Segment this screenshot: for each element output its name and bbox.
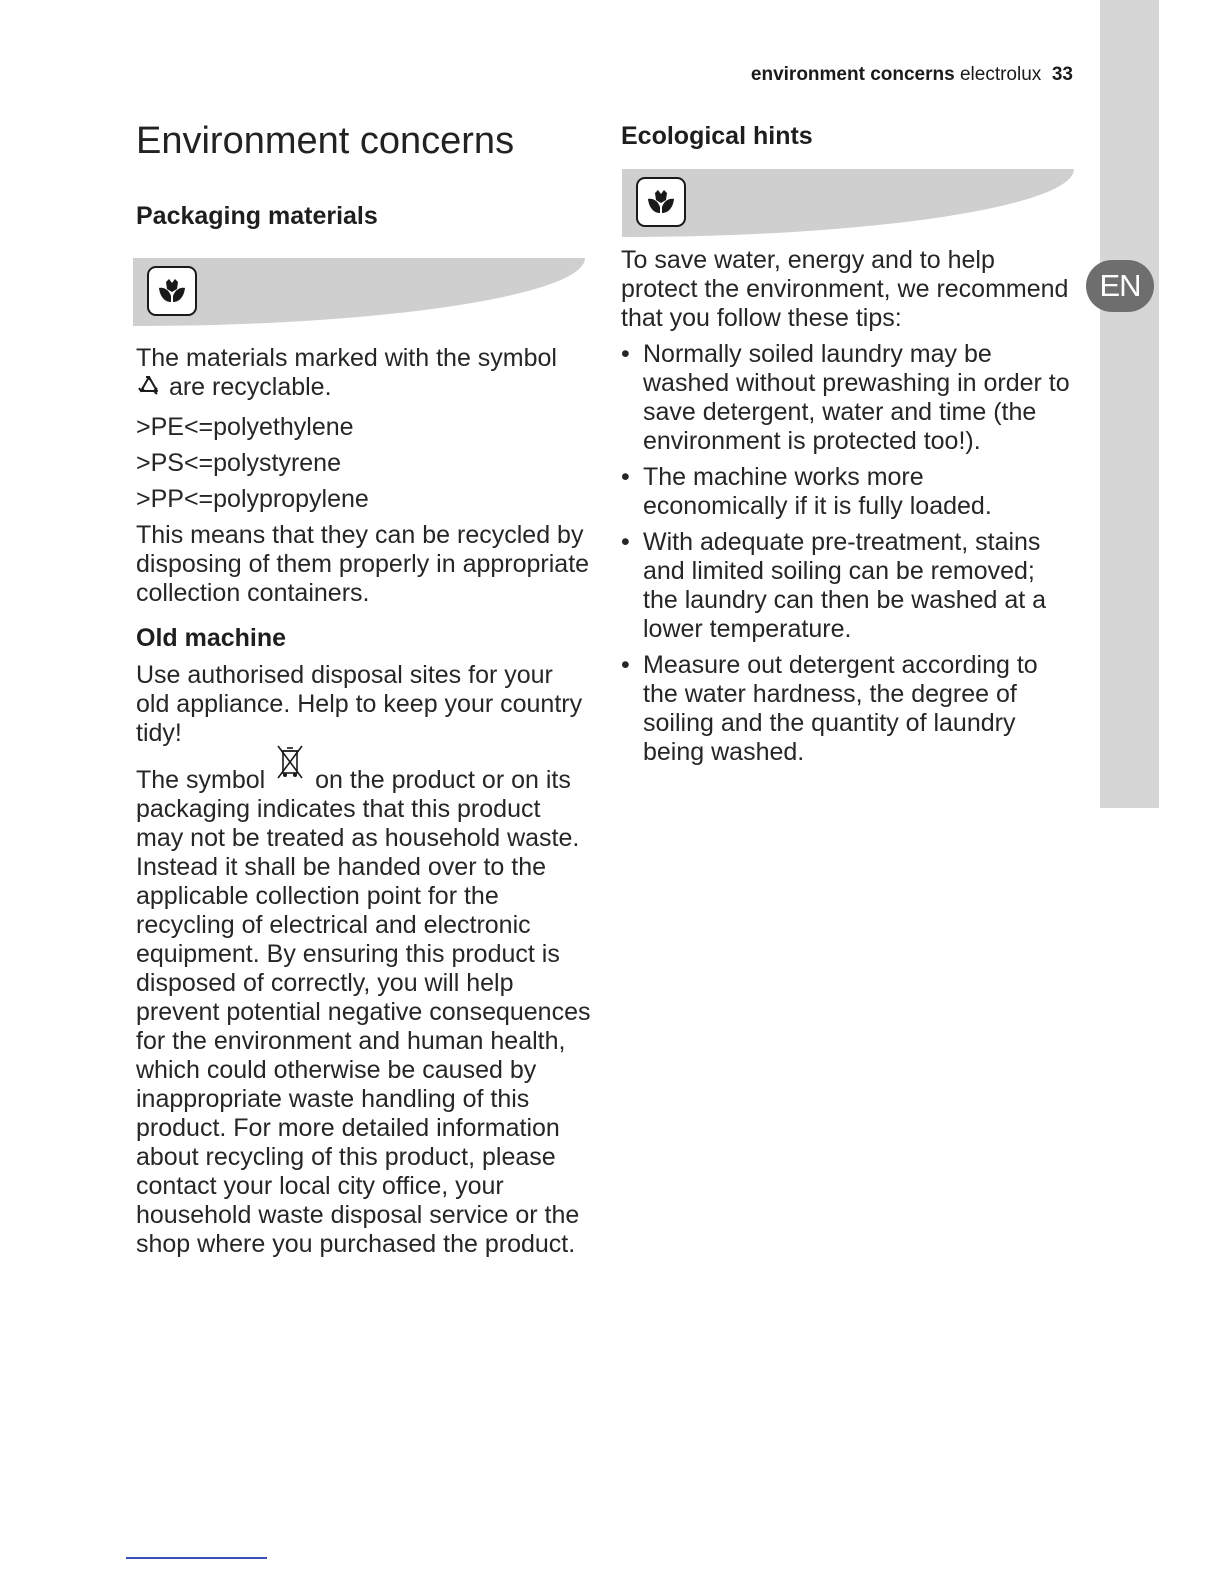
code-pe: >PE<=polyethylene bbox=[136, 413, 354, 441]
symbol-suffix: on the product or on its bbox=[315, 766, 571, 794]
packaging-text bbox=[136, 344, 596, 608]
old-machine-text bbox=[136, 661, 591, 1259]
tip-item: • With adequate pre-treatment, stains and limited soiling can be removed; the laundry can then be washed at a lower temperature. bbox=[621, 528, 1073, 644]
ecological-heading: Ecological hints bbox=[621, 122, 813, 150]
packaging-line2: are recyclable. bbox=[168, 373, 332, 401]
crossed-bin-icon bbox=[272, 744, 308, 789]
recycle-icon bbox=[136, 373, 162, 406]
tips-list bbox=[621, 340, 1073, 767]
old-machine-paragraph1: Use authorised disposal sites for your old appliance. Help to keep your country tidy! bbox=[136, 661, 583, 747]
ecological-banner bbox=[622, 169, 1074, 237]
ecological-text bbox=[621, 246, 1073, 774]
symbol-prefix: The symbol bbox=[136, 766, 266, 794]
old-machine-paragraph2: packaging indicates that this product may not be treated as household waste. Instead it shall be handed over to the applicable collection point for the recycling of electrical and electronic equipment. By ensuring this product is disposed of correctly, you will help prevent potential negative consequences for the environment and human health, which could otherwise be caused by inappropriate waste handling of this product. For more detailed information about recycling of this product, please contact your local city office, your household waste disposal service or the shop where you purchased the product. bbox=[136, 795, 591, 1258]
side-tab-strip bbox=[1100, 0, 1159, 808]
header-section: environment concerns bbox=[750, 64, 955, 85]
old-machine-heading: Old machine bbox=[136, 624, 287, 652]
packaging-heading: Packaging materials bbox=[136, 202, 378, 230]
footer-rule bbox=[126, 1557, 267, 1559]
running-header bbox=[751, 64, 1073, 86]
page-number: 33 bbox=[1051, 64, 1073, 85]
code-ps: >PS<=polystyrene bbox=[136, 449, 341, 477]
tip-item: • Measure out detergent according to the water hardness, the degree of soiling and the quantity of laundry being washed. bbox=[621, 651, 1073, 767]
environment-flower-icon bbox=[147, 266, 197, 316]
packaging-paragraph: This means that they can be recycled by disposing of them properly in appropriate collection containers. bbox=[136, 521, 590, 607]
tip-item: • The machine works more economically if it is fully loaded. bbox=[621, 463, 1073, 521]
packaging-banner bbox=[133, 258, 585, 326]
language-badge: EN bbox=[1086, 260, 1154, 312]
environment-flower-icon bbox=[636, 177, 686, 227]
header-brand: electrolux bbox=[959, 64, 1042, 85]
page-title: Environment concerns bbox=[136, 120, 515, 162]
packaging-line1: The materials marked with the symbol bbox=[136, 344, 557, 372]
code-pp: >PP<=polypropylene bbox=[136, 485, 369, 513]
tip-item: • Normally soiled laundry may be washed without prewashing in order to save detergent, water and time (the environment is protected too!). bbox=[621, 340, 1073, 456]
ecological-intro: To save water, energy and to help protect the environment, we recommend that you follow these tips: bbox=[621, 246, 1069, 332]
